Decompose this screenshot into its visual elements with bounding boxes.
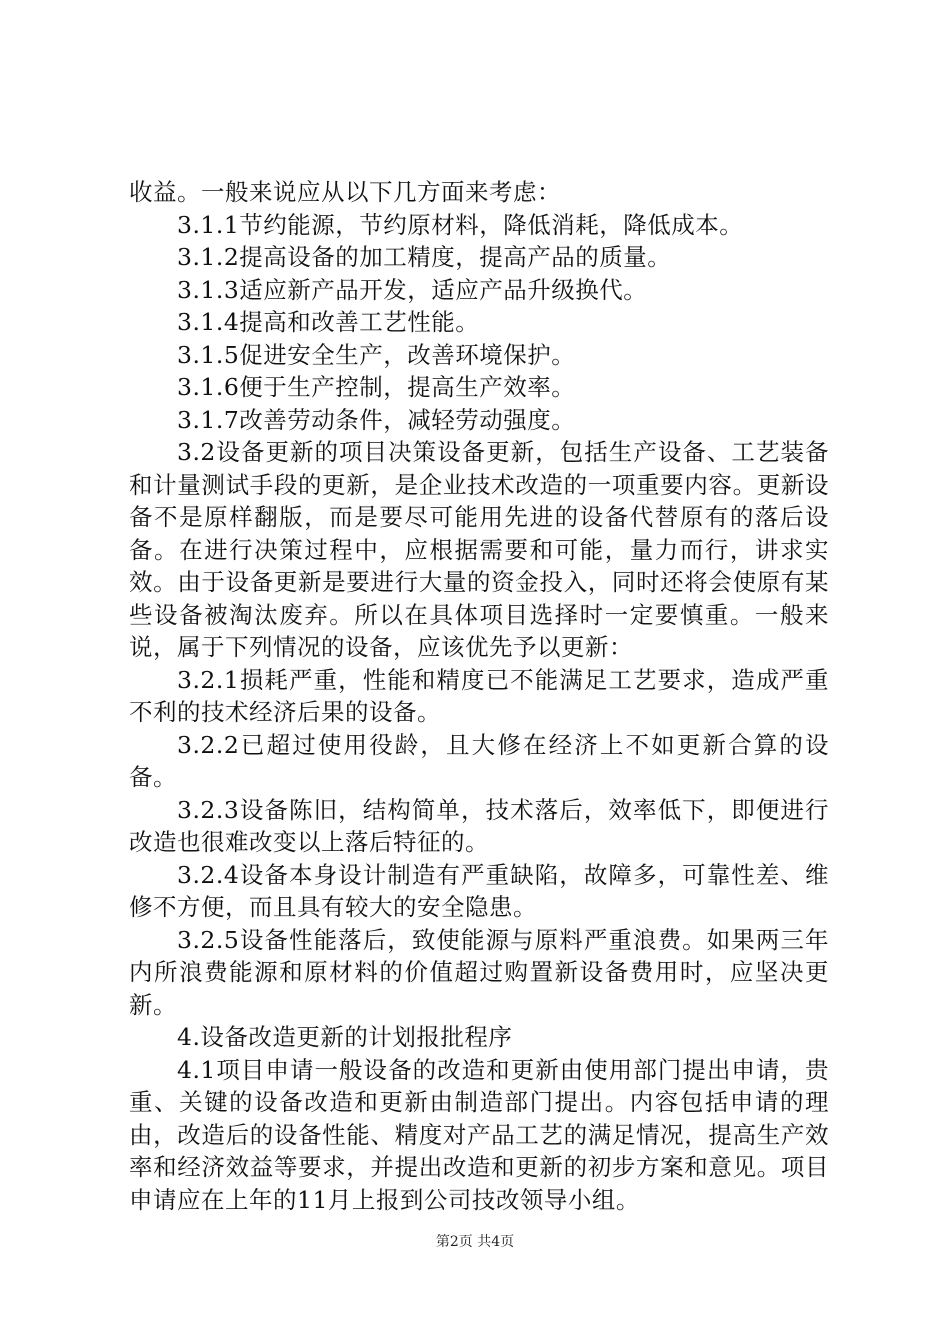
paragraph: 3.1.7改善劳动条件，减轻劳动强度。 (177, 405, 576, 434)
paragraph: 3.2.1损耗严重，性能和精度已不能满足工艺要求，造成严重不利的技术经济后果的设备。 (129, 665, 829, 726)
paragraph: 收益。一般来说应从以下几方面来考虑： (129, 178, 561, 206)
paragraph: 3.2设备更新的项目决策设备更新，包括生产设备、工艺装备和计量测试手段的更新，是企业技术改造的一项重要内容。更新设备不是原样翻版，而是要尽可能用先进的设备代替原有的落后设备。在进行决策过程中，应根据需要和可能，量力而行，讲求实效。由于设备更新是要进行大量的资金投入，同时还将会使原有某些设备被淘汰废弃。所以在具体项目选择时一定要慎重。一般来说，属于下列情况的设备，应该优先予以更新： (129, 438, 829, 661)
paragraph: 3.2.4设备本身设计制造有严重缺陷，故障多，可靠性差、维修不方便，而且具有较大的安全隐患。 (129, 860, 829, 921)
section-heading: 4.设备改造更新的计划报批程序 (177, 1023, 513, 1051)
document-body (129, 176, 829, 1216)
paragraph: 3.2.2已超过使用役龄，且大修在经济上不如更新合算的设备。 (129, 730, 829, 791)
paragraph: 3.2.3设备陈旧，结构简单，技术落后，效率低下，即便进行改造也很难改变以上落后特征的。 (129, 795, 829, 856)
paragraph: 3.1.1节约能源，节约原材料，降低消耗，降低成本。 (177, 210, 744, 239)
paragraph: 3.1.3适应新产品开发，适应产品升级换代。 (177, 275, 648, 304)
paragraph: 3.1.4提高和改善工艺性能。 (177, 308, 480, 336)
paragraph: 3.1.2提高设备的加工精度，提高产品的质量。 (177, 243, 672, 271)
page-number-footer: 第2页 共4页 (435, 1234, 515, 1250)
paragraph: 3.1.6便于生产控制，提高生产效率。 (177, 373, 576, 401)
paragraph: 4.1项目申请一般设备的改造和更新由使用部门提出申请，贵重、关键的设备改造和更新由制造部门提出。内容包括申请的理由，改造后的设备性能、精度对产品工艺的满足情况，提高生产效率和经济效益等要求，并提出改造和更新的初步方案和意见。项目申请应在上年的11月上报到公司技改领导小组。 (129, 1055, 829, 1214)
paragraph: 3.2.5设备性能落后，致使能源与原料严重浪费。如果两三年内所浪费能源和原材料的价值超过购置新设备费用时，应坚决更新。 (129, 925, 829, 1019)
paragraph: 3.1.5促进安全生产，改善环境保护。 (177, 340, 576, 369)
